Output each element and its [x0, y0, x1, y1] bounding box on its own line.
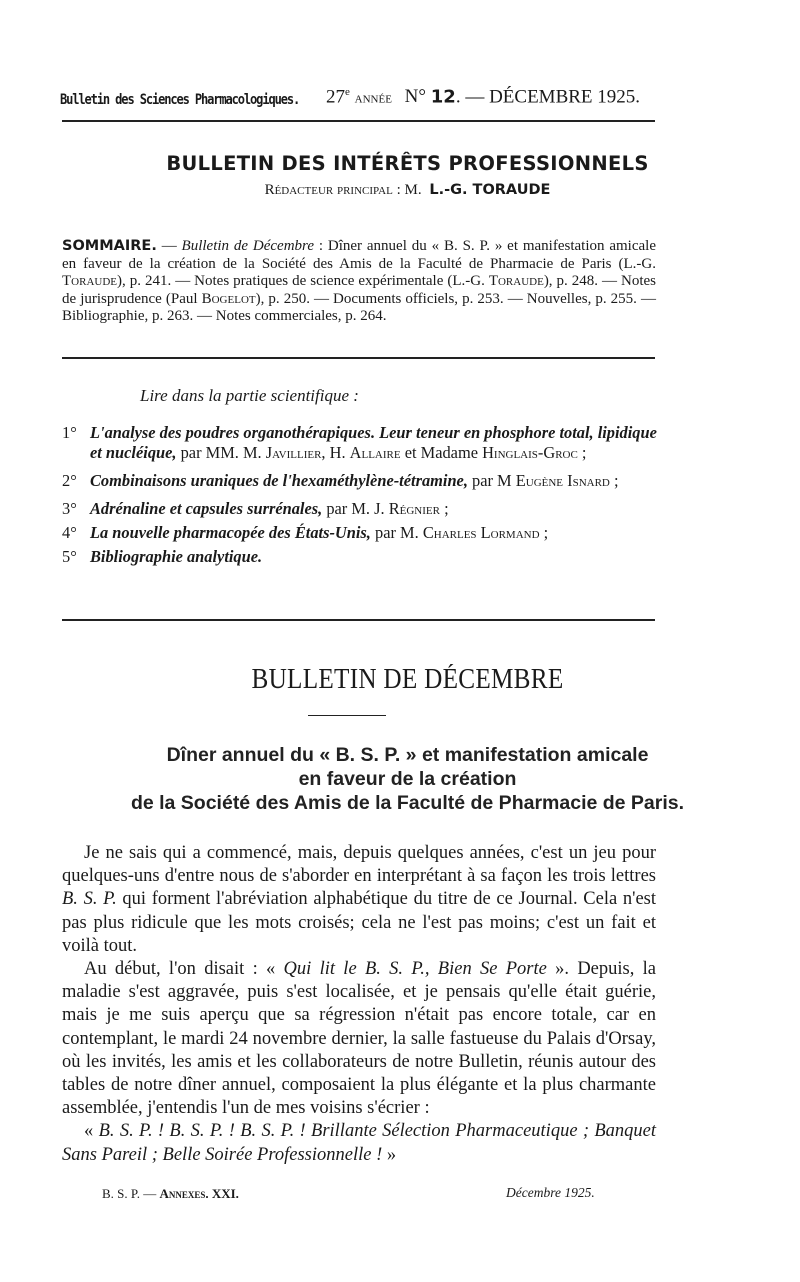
- toc-author: Eugène Isnard: [515, 471, 610, 490]
- toc-item-3: [62, 499, 662, 519]
- toc-rest: par M. J.: [322, 499, 389, 518]
- p2-quote: Qui lit le B. S. P., Bien Se Porte: [283, 959, 547, 980]
- year-word: année: [354, 90, 392, 107]
- running-header: [60, 86, 755, 116]
- summary-author-2: Toraude: [488, 273, 544, 290]
- toc-author: Charles Lormand: [422, 523, 540, 542]
- issue-prefix: N°: [404, 86, 426, 108]
- p2-text-c: ». Depuis, la maladie s'est aggravée, puis s'est localisée, et je pensais qu'elle était guérie, mais je me suis aperçu que sa régression n'était pas encore totale, car en contemplant, le mardi 24 novembre dernier, la salle fastueuse du Palais d'Orsay, où les invités, les amis et les collaborateurs de notre Bulletin, réunis autour des tables de notre dîner annuel, composaient la plus élégante et la plus charmante assemblée, j'entendis l'un de mes voisins s'écrier :: [62, 959, 657, 1119]
- scientific-list: [62, 423, 662, 567]
- toc-title: Bibliographie analytique.: [90, 547, 263, 566]
- year-number: 27: [326, 86, 345, 108]
- editor-label: Rédacteur principal : M.: [264, 182, 422, 198]
- summary-text-4: ), p. 250. — Documents officiels, p. 253. — Nouvelles, p. 255. — Bibliographie, p. 263. — Notes commerciales, p. 264.: [62, 290, 656, 325]
- toc-rest: par M: [467, 471, 516, 490]
- toc-title: L'analyse des poudres organothérapiques. Leur teneur en phosphore total, lipidique et nucléique,: [90, 423, 657, 462]
- footer-annexes: Annexes. XXI.: [159, 1186, 239, 1201]
- editor-line: [60, 182, 755, 199]
- summary-author-1: Toraude: [62, 273, 117, 290]
- summary-lead: Bulletin de Décembre: [181, 238, 314, 254]
- toc-num: 4°: [62, 523, 77, 542]
- bulletin-title: BULLETIN DE DÉCEMBRE: [251, 664, 564, 695]
- summary-text-3: ), p. 248. — Notes de jurisprudence (Paul: [62, 273, 656, 307]
- subtitle-line-3: de la Société des Amis de la Faculté de Pharmacie de Paris.: [130, 792, 685, 814]
- editor-name: L.-G. TORAUDE: [429, 182, 551, 198]
- summary-author-3: Bogelot: [201, 290, 256, 307]
- p1-text-a: Je ne sais qui a commencé, mais, depuis quelques années, c'est un jeu pour quelques-uns d'entre nous de s'aborder en interprétant à sa façon les trois lettres: [62, 843, 656, 887]
- year-superscript: e: [345, 86, 350, 98]
- toc-item-4: [62, 523, 662, 543]
- toc-item-5: [62, 547, 662, 567]
- toc-num: 3°: [62, 499, 77, 518]
- toc-num: 5°: [62, 547, 77, 566]
- toc-item-2: [62, 471, 662, 491]
- issue-date: DÉCEMBRE 1925.: [489, 86, 641, 108]
- toc-num: 2°: [62, 471, 77, 490]
- paragraph-3: [62, 1120, 656, 1166]
- toc-end: ;: [539, 523, 549, 542]
- scientific-rule: [62, 619, 655, 621]
- toc-title: Adrénaline et capsules surrénales,: [90, 499, 323, 518]
- section-title: BULLETIN DES INTÉRÊTS PROFESSIONNELS: [166, 152, 649, 175]
- bulletin-title-rule: [308, 715, 386, 716]
- toc-title: La nouvelle pharmacopée des États-Unis,: [90, 523, 371, 542]
- toc-author: Régnier: [388, 499, 440, 518]
- toc-sep: , H.: [321, 443, 350, 462]
- p1-bsp: B. S. P.: [62, 889, 117, 910]
- toc-title: Combinaisons uraniques de l'hexaméthylène-tétramine,: [90, 471, 468, 490]
- p1-text-c: qui forment l'abréviation alphabétique du titre de ce Journal. Cela n'est pas plus ridicule que les mots croisés; cela ne l'est pas moins; c'est un fait et voilà tout.: [62, 889, 656, 956]
- toc-end: ;: [439, 499, 449, 518]
- toc-author: Javillier: [265, 443, 322, 462]
- header-rule: [62, 120, 655, 122]
- toc-item-1: [62, 423, 662, 463]
- toc-rest: par MM. M.: [176, 443, 266, 462]
- issue-info: [326, 86, 640, 108]
- subtitle-line-1: Dîner annuel du « B. S. P. » et manifestation amicale: [166, 744, 649, 766]
- toc-author: Allaire: [349, 443, 401, 462]
- subtitle-line-2: en faveur de la création: [298, 768, 517, 790]
- scientific-heading: Lire dans la partie scientifique :: [140, 386, 359, 405]
- issue-number: 12: [430, 86, 456, 108]
- summary-block: [62, 238, 656, 326]
- p3-close: »: [382, 1144, 397, 1165]
- summary-dash: —: [156, 238, 182, 254]
- toc-num: 1°: [62, 423, 77, 442]
- paragraph-2: [62, 958, 656, 1120]
- summary-text-1: : Dîner annuel du « B. S. P. » et manifestation amicale en faveur de la création de la Société des Amis de la Faculté de Pharmacie de Paris (L.-G.: [62, 238, 656, 272]
- toc-end: ;: [577, 443, 587, 462]
- summary-rule: [62, 357, 655, 359]
- toc-sep: et Madame: [400, 443, 483, 462]
- p3-quote: B. S. P. ! B. S. P. ! B. S. P. ! Brillante Sélection Pharmaceutique ; Banquet Sans Pareil ; Belle Soirée Professionnelle !: [62, 1121, 656, 1165]
- toc-end: ;: [609, 471, 619, 490]
- issue-separator: . —: [455, 86, 485, 108]
- page-footer-right: Décembre 1925.: [506, 1185, 595, 1200]
- article-subtitle: [60, 743, 755, 815]
- summary-text-2: ), p. 241. — Notes pratiques de science expérimentale (L.-G.: [117, 273, 489, 290]
- footer-journal: B. S. P. —: [102, 1186, 160, 1201]
- toc-rest: par M.: [370, 523, 423, 542]
- p2-text-a: Au début, l'on disait : «: [84, 959, 284, 980]
- toc-author: Hinglais-Groc: [482, 443, 578, 462]
- summary-label: SOMMAIRE.: [62, 238, 157, 254]
- paragraph-1: [62, 842, 656, 958]
- article-body: [62, 842, 656, 1167]
- p3-open: «: [84, 1121, 99, 1142]
- page-footer-left: [102, 1186, 239, 1202]
- journal-name: Bulletin des Sciences Pharmacologiques.: [60, 92, 300, 108]
